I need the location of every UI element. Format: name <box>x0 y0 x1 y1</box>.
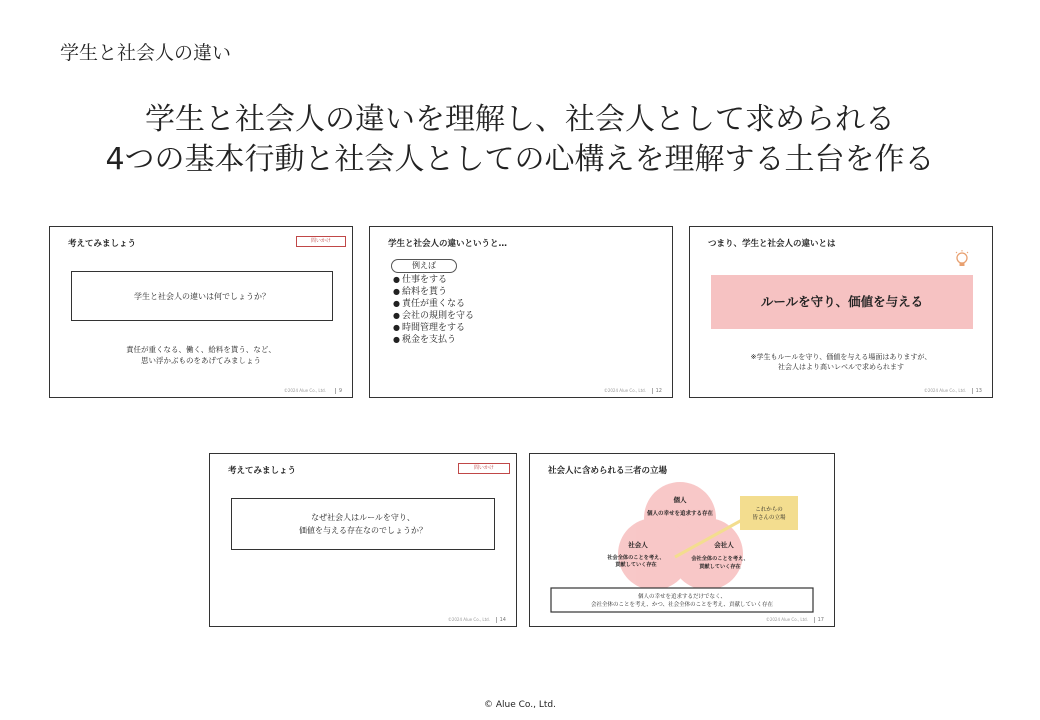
hint-line-1: 責任が重くなる、働く、給料を貰う、など、 <box>126 345 276 354</box>
slide-footer: ©2024 Alue Co., Ltd. <box>283 388 326 393</box>
question-tag: 問いかけ <box>458 463 510 474</box>
question-box <box>231 498 495 550</box>
desc-company-1: 会社全体のことを考え、 <box>691 556 749 562</box>
page-number: 12 <box>652 388 662 394</box>
slide-footer: ©2024 Alue Co., Ltd. <box>447 617 490 622</box>
slide-title: 考えてみましょう <box>68 239 137 249</box>
list-item: ● 時間管理をする <box>393 322 474 334</box>
slide-thumbnail-9[interactable] <box>49 226 353 398</box>
slide-title: 社会人に含められる三者の立場 <box>548 466 668 476</box>
header-title: 学生と社会人の違い <box>60 42 232 64</box>
slide-title: 学生と社会人の違いというと… <box>388 239 508 249</box>
callout-box <box>740 496 798 530</box>
list-item: ● 仕事をする <box>393 274 474 286</box>
list-item: ● 給料を貰う <box>393 286 474 298</box>
label-society: 社会人 <box>628 541 648 549</box>
slide-title: つまり、学生と社会人の違いとは <box>708 239 836 249</box>
slide-footer: ©2024 Alue Co., Ltd. <box>603 388 646 393</box>
page-subtitle <box>0 100 1040 180</box>
summary-line-1: 個人の幸せを追求するだけでなく、 <box>638 594 726 600</box>
copyright: © Alue Co., Ltd. <box>484 700 556 710</box>
slide-thumbnail-14[interactable] <box>209 453 517 627</box>
summary-line-2: 会社全体のことを考え、かつ、社会全体のことを考え、貢献していく存在 <box>591 602 773 608</box>
question-line-1: なぜ社会人はルールを守り、 <box>311 513 415 522</box>
highlight-text: ルールを守り、価値を与える <box>760 294 924 309</box>
desc-individual: 個人の幸せを追求する存在 <box>646 511 714 517</box>
subtitle-line-1: 学生と社会人の違いを理解し、社会人として求められる <box>145 102 895 137</box>
desc-society-2: 貢献していく存在 <box>615 562 657 568</box>
highlight-box <box>711 275 973 329</box>
question-line-2: 価値を与える存在なのでしょうか？ <box>299 526 427 535</box>
page-number: 13 <box>972 388 982 394</box>
slide-thumbnail-12[interactable] <box>369 226 673 398</box>
list-item: ● 税金を支払う <box>393 334 474 346</box>
page-number: 17 <box>814 617 824 623</box>
list-item: ● 会社の規則を守る <box>393 310 474 322</box>
slide-footer: ©2024 Alue Co., Ltd. <box>765 617 808 622</box>
page-number: 9 <box>335 388 342 394</box>
page-number: 14 <box>496 617 506 623</box>
slide-thumbnail-17[interactable] <box>529 453 835 627</box>
list-item: ● 責任が重くなる <box>393 298 474 310</box>
lightbulb-icon <box>954 249 970 271</box>
question-tag: 問いかけ <box>296 236 346 247</box>
question-text: 学生と社会人の違いは何でしょうか？ <box>134 291 270 301</box>
callout-line-2: 皆さんの立場 <box>752 515 786 521</box>
note-line-1: ※学生もルールを守り、価値を与える場面はありますが、 <box>750 353 932 361</box>
note-line-2: 社会人はより高いレベルで求められます <box>778 363 904 371</box>
subtitle-line-2: 4つの基本行動と社会人としての心構えを理解する土台を作る <box>105 142 935 177</box>
hint-line-2: 思い浮かぶものをあげてみましょう <box>141 356 261 365</box>
desc-company-2: 貢献していく存在 <box>699 564 741 570</box>
callout-line-1: これからの <box>755 507 783 513</box>
question-box <box>71 271 333 321</box>
slide-footer: ©2024 Alue Co., Ltd. <box>923 388 966 393</box>
venn-diagram <box>530 454 836 628</box>
label-individual: 個人 <box>673 496 687 504</box>
example-pill: 例えば <box>391 259 457 273</box>
slide-thumbnail-13[interactable] <box>689 226 993 398</box>
summary-box <box>551 588 813 612</box>
slide-title: 考えてみましょう <box>228 466 297 476</box>
example-list <box>393 274 474 346</box>
label-company: 会社人 <box>714 541 734 549</box>
desc-society-1: 社会全体のことを考え、 <box>607 555 665 561</box>
